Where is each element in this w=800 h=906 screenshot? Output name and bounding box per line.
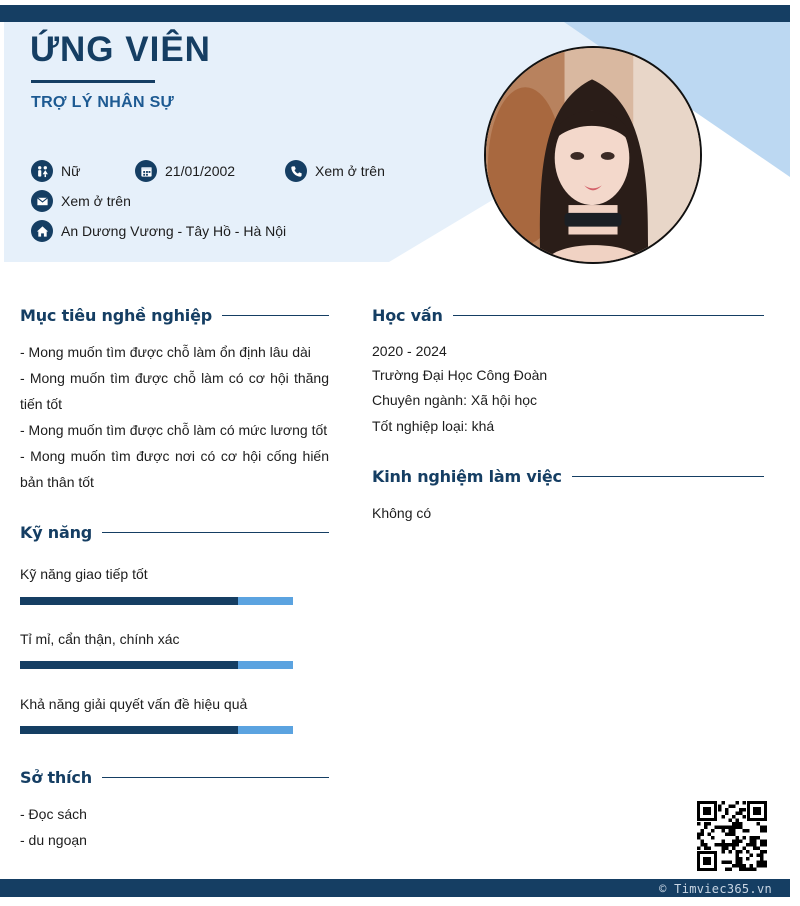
- education-school: Trường Đại Học Công Đoàn: [372, 367, 548, 383]
- gender-info: [31, 160, 80, 182]
- objective-line: - Mong muốn tìm được chỗ làm ổn định lâu dài: [20, 344, 311, 360]
- phone-info: [285, 160, 385, 182]
- birthday-info: [135, 160, 235, 182]
- education-major: Chuyên ngành: Xã hội học: [372, 392, 538, 408]
- phone-icon: [285, 160, 307, 182]
- education-title: Học vấn: [372, 306, 443, 325]
- birthday-text: 21/01/2002: [165, 163, 236, 179]
- education-rule: [453, 315, 764, 316]
- gender-icon: [31, 160, 53, 182]
- job-title: TRỢ LÝ NHÂN SỰ: [31, 94, 175, 111]
- skill-bar: [20, 661, 293, 669]
- top-bar: [0, 5, 790, 22]
- hobbies-rule: [102, 777, 329, 778]
- skill-name: Tỉ mỉ, cẩn thận, chính xác: [20, 631, 180, 647]
- hobby-item: - Đọc sách: [20, 806, 87, 822]
- skills-title: Kỹ năng: [20, 523, 93, 542]
- skills-heading: [20, 523, 329, 542]
- email-text: Xem ở trên: [61, 193, 131, 209]
- avatar: [484, 46, 702, 264]
- skill-bar-fill: [20, 726, 238, 734]
- objective-line: - Mong muốn tìm được nơi có cơ hội cống hiến: [20, 448, 329, 464]
- objective-line: tiến tốt: [20, 396, 63, 412]
- candidate-name: ỨNG VIÊN: [30, 30, 211, 69]
- phone-text: Xem ở trên: [315, 163, 385, 179]
- email-icon: [31, 190, 53, 212]
- objective-title: Mục tiêu nghề nghiệp: [20, 306, 212, 325]
- name-underline: [31, 80, 155, 83]
- skill-bar: [20, 726, 293, 734]
- skills-rule: [102, 532, 329, 533]
- experience-rule: [572, 476, 764, 477]
- objective-line: - Mong muốn tìm được chỗ làm có cơ hội thăng: [20, 370, 329, 386]
- skill-name: Khả năng giải quyết vấn đề hiệu quả: [20, 696, 248, 712]
- home-icon: [31, 220, 53, 242]
- objective-heading: [20, 306, 329, 325]
- skill-bar-fill: [20, 597, 238, 605]
- experience-title: Kinh nghiệm làm việc: [372, 467, 562, 486]
- skill-bar-fill: [20, 661, 238, 669]
- hobbies-title: Sở thích: [20, 768, 92, 787]
- address-text: An Dương Vương - Tây Hồ - Hà Nội: [61, 223, 287, 239]
- hobby-item: - du ngoạn: [20, 832, 87, 848]
- skill-name: Kỹ năng giao tiếp tốt: [20, 566, 148, 582]
- qr-code: [697, 801, 767, 871]
- calendar-icon: [135, 160, 157, 182]
- copyright-text: © Timviec365.vn: [659, 882, 772, 896]
- education-grade: Tốt nghiệp loại: khá: [372, 418, 495, 434]
- hobbies-heading: [20, 768, 329, 787]
- experience-heading: [372, 467, 764, 486]
- experience-content: Không có: [372, 505, 432, 521]
- skill-bar: [20, 597, 293, 605]
- objective-line: bản thân tốt: [20, 474, 94, 490]
- email-info: [31, 190, 131, 212]
- objective-line: - Mong muốn tìm được chỗ làm có mức lương tốt: [20, 422, 328, 438]
- address-info: [31, 220, 286, 242]
- education-period: 2020 - 2024: [372, 343, 447, 359]
- objective-rule: [222, 315, 329, 316]
- gender-text: Nữ: [61, 163, 81, 179]
- education-heading: [372, 306, 764, 325]
